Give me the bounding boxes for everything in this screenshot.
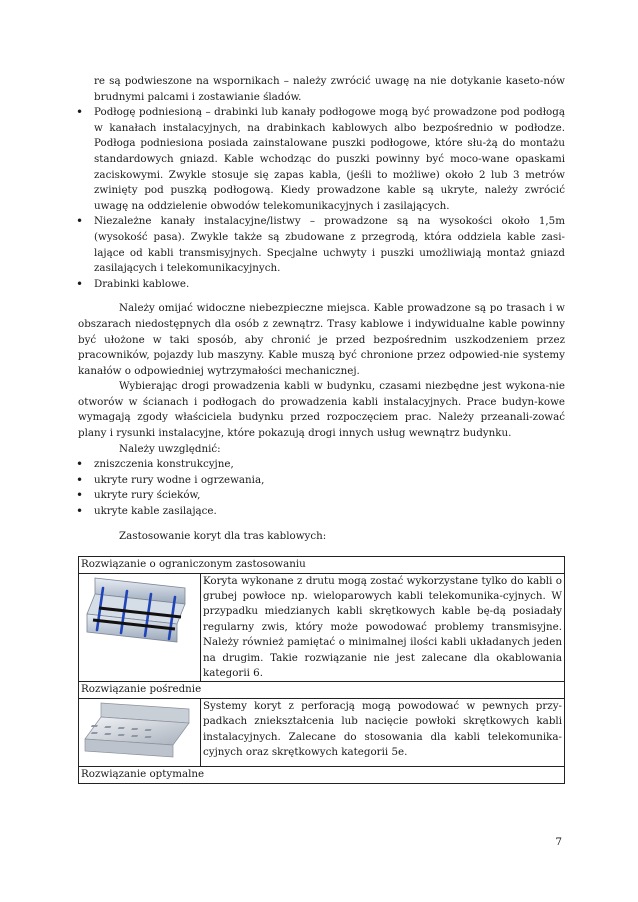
cable-tray-table — [78, 556, 565, 783]
row-header-intermediate: Rozwiązanie pośrednie — [79, 682, 565, 698]
row-header-optimal: Rozwiązanie optymalne — [79, 767, 565, 783]
list-item: • Drabinki kablowe. — [78, 277, 565, 293]
page-number: 7 — [555, 836, 562, 848]
list-item: • ukryte rury wodne i ogrzewania, — [78, 473, 565, 489]
list-item: • Podłogę podniesioną – drabinki lub kanały podłogowe mogą być prowadzone pod podłogą w kanałach instalacyjnych, na drabinkach kablowych albo bezpośrednio w podłodze. Podłoga podniesiona posiada zainstalowane puszki podłogowe, które słu-żą do montażu standardowych gniazd. Kable wchodząc do puszki powinny być moco-wane opaskami zaciskowymi. Zwykle stosuje się zapas kabla, (jeśli to możliwe) około 2 lub 3 metrów zwinięty pod puszką podłogową. Kiedy prowadzone kable są ukryte, należy zwrócić uwagę na oddzielenie obwodów telekomunikacyjnych i zasilających. — [78, 105, 565, 214]
bullet-list-considerations — [78, 457, 565, 519]
list-item: • Niezależne kanały instalacyjne/listwy – prowadzone są na wysokości około 1,5m (wysokość pasa). Zwykle także są zbudowane z przegrodą, która oddziela kable zasi-lające od kabli transmisyjnych. Specjalne uchwyty i puszki umożliwiają montaż gniazd zasilających i telekomunikacyjnych. — [78, 214, 565, 276]
intro-continuation: re są podwieszone na wspornikach – należy zwrócić uwagę na nie dotykanie kaseto-nów brudnymi palcami i zostawianie śladów. — [94, 75, 565, 103]
paragraph-consider: Należy uwzględnić: — [119, 442, 221, 455]
row-text-intermediate: Systemy koryt z perforacją mogą powodować w pewnych przy-padkach zniekształcenia lub nacięcie powłoki skrętkowych kabli instalacyjnych. Zalecane do stosowania dla kabli telekomunika-cyjnych oraz skrętkowych kategorii 5e. — [201, 698, 565, 766]
table-intro: Zastosowanie koryt dla tras kablowych: — [119, 529, 327, 542]
row-header-limited: Rozwiązanie o ograniczonym zastosowaniu — [79, 557, 565, 573]
wire-tray-image — [79, 573, 201, 682]
perforated-tray-illustration — [81, 699, 194, 761]
paragraph-dangers: Należy omijać widoczne niebezpieczne miejsca. Kable prowadzone są po trasach i w obszarach niedostępnych dla osób z zewnątrz. Trasy kablowe i indywidualne kable powinny być ułożone w taki sposób, aby chronić je przed bezpośrednim uszkodzeniem przez pracowników, pojazdy lub maszyny. Kable muszą być chronione przez odpowied-nie systemy kanałów o odpowiedniej wytrzymałości mechanicznej. — [78, 302, 565, 377]
page-content — [78, 74, 565, 784]
perforated-tray-image — [79, 698, 201, 766]
list-item: • ukryte kable zasilające. — [78, 504, 565, 520]
wire-tray-illustration — [81, 574, 194, 648]
row-text-limited: Koryta wykonane z drutu mogą zostać wykorzystane tylko do kabli o grubej powłoce np. wieloparowych kabli telekomunika-cyjnych. W przypadku miedzianych kabli skrętkowych kable bę-dą posiadały regularny zwis, który może powodować problemy transmisyjne. Należy również pamiętać o minimalnej ilości kabli układanych jeden na drugim. Takie rozwiązanie nie jest zalecane dla okablowania kategorii 6. — [201, 573, 565, 682]
list-item: • ukryte rury ścieków, — [78, 488, 565, 504]
bullet-list-routing — [78, 105, 565, 292]
paragraph-routes: Wybierając drogi prowadzenia kabli w budynku, czasami niezbędne jest wykona-nie otworów w ścianach i podłogach do prowadzenia kabli instalacyjnych. Prace budyn-kowe wymagają zgody właściciela budynku przed rozpoczęciem prac. Należy przeanali-zować plany i rysunki instalacyjne, które pokazują drogi innych usług wewnątrz budynku. — [78, 380, 565, 440]
list-item: • zniszczenia konstrukcyjne, — [78, 457, 565, 473]
